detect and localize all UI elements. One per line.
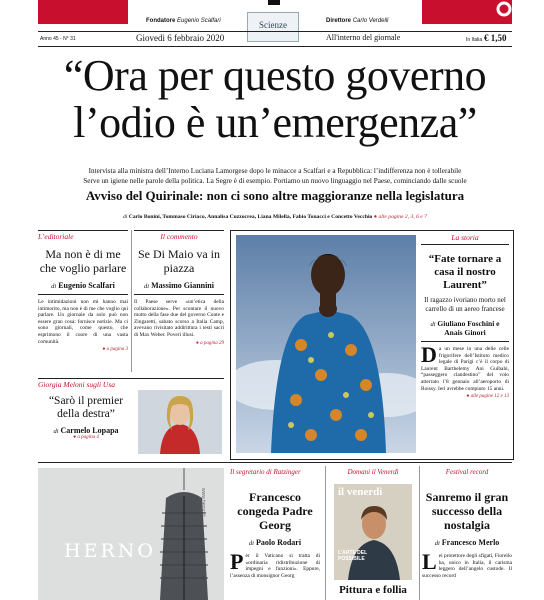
storia-authors: Giuliano Foschini e Anais Ginori — [437, 319, 500, 337]
storia-box[interactable] — [230, 230, 514, 460]
commento-body: Il Paese serve «un’etica della collaborazione». Per scontare il nuovo motto della fase due del governo Conte e Zingaretti, sabato scorso a Italia Camp, avevano rivisitato addirittura i testi sacri di Max Weber. Poveri illusi. — [134, 299, 224, 338]
issue-date: Giovedì 6 febbraio 2020 — [136, 33, 225, 43]
dateline-rule-top — [38, 31, 512, 32]
storia-dek: Il ragazzo ivoriano morto nel carrello di un aereo francese — [424, 296, 506, 313]
storia-inner-rule — [421, 341, 509, 342]
ratzinger-dropcap: P — [230, 549, 244, 574]
storia-text — [421, 233, 509, 399]
column-divider-2 — [325, 466, 326, 600]
festival-kicker: Festival record — [445, 468, 489, 476]
ratzinger-by: di — [248, 540, 254, 547]
venerdi-block[interactable] — [330, 468, 416, 600]
main-authors-names: Carlo Bonini, Tommaso Ciriaco, Annalisa Cuzzocrea, Liana Milella, Fabio Tonacci e Concetto Vecchio — [128, 214, 373, 220]
storia-kicker-rule — [421, 244, 509, 245]
storia-pages: ● alle pagine 12 e 13 — [466, 394, 509, 400]
ratzinger-body-wrap — [230, 549, 320, 579]
herno-site: www.herno.it — [200, 488, 206, 517]
herno-brand: HERNO — [64, 540, 156, 562]
commento-title: Se Di Maio va in piazza — [138, 247, 220, 275]
editoriale-kicker: L’editoriale — [38, 232, 74, 241]
inside-label: All'interno del giornale — [326, 33, 401, 42]
main-headline-line1: “Ora per questo governo — [63, 51, 487, 100]
storia-byline — [421, 319, 509, 337]
founder-name: Eugenio Scalfari — [177, 18, 221, 24]
storia-photo-illustration — [236, 235, 416, 453]
herno-ad[interactable] — [38, 468, 224, 600]
venerdi-title: Pittura e follia — [339, 584, 407, 596]
festival-by: di — [434, 540, 440, 547]
masthead-red-block-left — [38, 0, 128, 24]
festival-title: Sanremo il gran successo della nostalgia — [425, 490, 509, 532]
lower-section-rule — [38, 462, 512, 463]
commento-block[interactable] — [134, 232, 224, 372]
commento-page: ● a pagina 29 — [195, 340, 224, 346]
meloni-by: di — [53, 428, 59, 435]
dateline-rule-bottom — [38, 46, 512, 47]
editoriale-inner-rule — [38, 294, 128, 295]
column-divider-3 — [419, 466, 420, 600]
meloni-author: Carmelo Lopapa — [60, 426, 119, 435]
editoriale-block[interactable] — [38, 232, 128, 372]
ratzinger-title: Francesco congeda Padre Georg — [237, 490, 313, 532]
storia-title: “Fate tornare a casa il nostro Laurent” — [428, 253, 502, 291]
commento-by: di — [144, 283, 150, 290]
meloni-photo — [138, 390, 222, 454]
main-authors — [38, 214, 512, 220]
editoriale-rule — [38, 230, 128, 231]
editoriale-page: ● a pagina 3 — [102, 347, 128, 353]
commento-rule — [134, 230, 224, 231]
editoriale-author: Eugenio Scalfari — [58, 281, 115, 290]
venerdi-masthead: il venerdì — [338, 486, 383, 498]
meloni-byline — [38, 426, 134, 435]
main-summary-line1: Intervista alla ministra dell’Interno Luciana Lamorgese dopo le minacce a Scalfari e a Repubblica: l’indifferenza non è tollerabile — [88, 167, 462, 175]
founder-label: Fondatore — [146, 18, 176, 24]
editoriale-byline — [38, 281, 128, 290]
meloni-title: “Sarò il premier della destra” — [48, 395, 124, 420]
venerdi-cover — [334, 484, 412, 580]
festival-author: Francesco Merlo — [441, 538, 500, 547]
storia-kicker: La storia — [451, 233, 479, 242]
main-headline-line2: l’odio è un’emergenza” — [73, 98, 477, 147]
storia-body: a un mese in una delle celle frigorifere dell’Istituto medico legale di Parigi c’è il corpo di Laurent Barthelemy Ani Guibahi, “passeggero clandestino” del volo atterrato l’8 gennaio all’aeroporto di Roissy. Ieri avrebbe compiuto 15 anni. — [421, 346, 509, 392]
meloni-kicker: Giorgia Meloni sugli Usa — [38, 380, 116, 389]
editoriale-body: Le intimidazioni non mi hanno mai intimorito, ma non è di me che voglio qui parlare. Un giornale da solo può non essere gran cosa: fornisce notizie. Ma ci sono giornali, come questo, che esprimono il cuore di una vasta comunità. — [38, 299, 128, 345]
commento-byline — [134, 281, 224, 290]
festival-byline — [422, 538, 512, 547]
director-name: Carlo Verdelli — [352, 18, 389, 24]
director-label: Direttore — [326, 18, 352, 24]
meloni-page: ● a pagina 4 — [73, 435, 99, 440]
storia-dropcap: D — [421, 342, 437, 367]
festival-dropcap: L — [422, 549, 437, 574]
storia-body-wrap — [421, 342, 509, 392]
venerdi-cover-text: L’ARTE DEL POSSIBILE — [338, 550, 368, 562]
price: € 1,50 — [484, 33, 507, 43]
commento-kicker: Il commento — [160, 232, 198, 241]
main-summary — [38, 166, 512, 186]
main-authors-pages: ● alle pagine 2, 3, 6 e 7 — [373, 214, 427, 220]
commento-inner-rule — [134, 294, 224, 295]
main-authors-prefix: di — [123, 214, 128, 220]
herno-ad-image — [38, 468, 224, 600]
festival-body: ei protettore degli sfigati, Fiorello ha, unico in Italia, il carisma leggero dell’angelo custode. Il successo record — [422, 553, 512, 579]
price-label: In Italia — [466, 37, 483, 43]
meloni-rule-top — [38, 378, 224, 379]
main-headline[interactable] — [38, 52, 512, 146]
science-label: Scienze — [259, 20, 287, 30]
festival-body-wrap — [422, 549, 512, 579]
editoriale-by: di — [51, 283, 57, 290]
ratzinger-kicker: Il segretario di Ratzinger — [230, 468, 301, 476]
ratzinger-author: Paolo Rodari — [255, 538, 302, 547]
festival-block[interactable] — [422, 468, 512, 600]
column-divider-1 — [131, 230, 132, 372]
meloni-block[interactable] — [38, 380, 224, 456]
storia-by: di — [430, 321, 436, 328]
founder-line — [146, 18, 256, 25]
editoriale-title: Ma non è di me che voglio parlare — [39, 247, 127, 275]
commento-author: Massimo Giannini — [151, 281, 214, 290]
science-box[interactable] — [247, 12, 299, 42]
main-subhead[interactable]: Avviso del Quirinale: non ci sono altre maggioranze nella legislatura — [85, 188, 465, 203]
main-summary-line2: Serve un igiene nelle parole della politica. La Segre è di esempio. Portiamo un nuovo linguaggio nel Paese, cominciando dalle scuole — [83, 177, 467, 185]
storia-photo — [236, 235, 416, 453]
director-line — [326, 18, 436, 25]
ratzinger-block[interactable] — [230, 468, 320, 600]
ratzinger-byline — [230, 538, 320, 547]
venerdi-kicker: Domani il Venerdì — [347, 468, 399, 476]
masthead-logo-fragment — [254, 0, 294, 6]
year-issue: Anno 45 - N° 31 — [40, 36, 76, 42]
masthead-logo-fragment-right — [496, 0, 512, 22]
ratzinger-body: er il Vaticano si tratta di «ordinaria ridistribuzione di impegni e funzioni». Eppure, l’assenza di monsignor Georg — [230, 553, 320, 579]
